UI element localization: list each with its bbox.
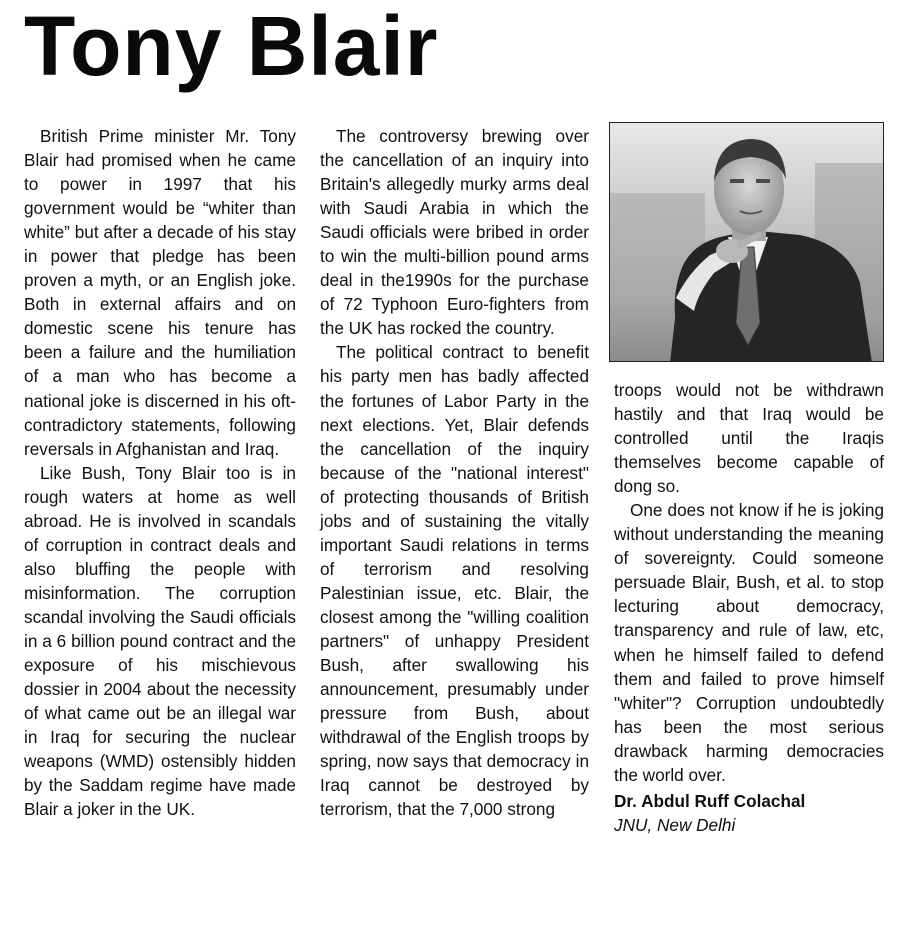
paragraph: One does not know if he is joking without understanding the meaning of sovereignty. Could someone persuade Blair, Bush, et al. to stop lecturing about democracy, transparency and rule of law, etc, when he himself failed to defend them and failed to prove himself "whiter"? Corruption undoubtedly has been the most serious drawback harming democracies the world over. (614, 500, 884, 785)
portrait-photo (609, 122, 884, 362)
headline: Tony Blair (24, 0, 439, 93)
paragraph: troops would not be withdrawn hastily and that Iraq would be controlled until the Iraqis themselves become capable of dong so. (614, 380, 884, 497)
paragraph: Like Bush, Tony Blair too is in rough waters at home as well abroad. He is involved in scandals of corruption in contract deals and also bluffing the people with misinformation. The corruption scandal involving the Saudi officials in a 6 billion pound contract and the exposure of his mischievous dossier in 2004 about the necessity of what came out be an illegal war in Iraq for securing the nuclear weapons (WMD) ostensibly hidden by the Saddam regime have made Blair a joker in the UK. (24, 462, 296, 820)
article-column-3 (614, 378, 884, 837)
article-column-2 (320, 124, 589, 821)
paragraph: The controversy brewing over the cancellation of an inquiry into Britain's allegedly murky arms deal with Saudi Arabia in which the Saudi officials were bribed in order to win the multi-billion pound arms deal in the1990s for the purchase of 72 Typhoon Euro-fighters from the UK has rocked the country. (320, 126, 589, 339)
author-name: Dr. Abdul Ruff Colachal (614, 790, 806, 811)
paragraph: British Prime minister Mr. Tony Blair had promised when he came to power in 1997 that his government would be “whiter than white” but after a decade of his stay in power that pledge has been proven a myth, or an English joke. Both in external affairs and on domestic scene his tenure has been a failure and the humiliation of a man who has become a national joke is discerned in his oft-contradictory statements, following reversals in Afghanistan and Iraq. (24, 126, 296, 459)
article-column-1 (24, 124, 296, 821)
paragraph: The political contract to benefit his party men has badly affected the fortunes of Labor Party in the next elections. Yet, Blair defends the cancellation of the inquiry because of the "national interest" of protecting thousands of British jobs and of sustaining the vitally important Saudi relations in terms of terrorism and resolving Palestinian issue, etc. Blair, the closest among the "willing coalition partners" of unhappy President Bush, after swallowing his announcement, presumably under pressure from Bush, about withdrawal of the English troops by spring, now says that democracy in Iraq cannot be destroyed by terrorism, that the 7,000 strong (320, 342, 589, 820)
author-affiliation: JNU, New Delhi (614, 814, 736, 835)
portrait-image (610, 123, 884, 362)
